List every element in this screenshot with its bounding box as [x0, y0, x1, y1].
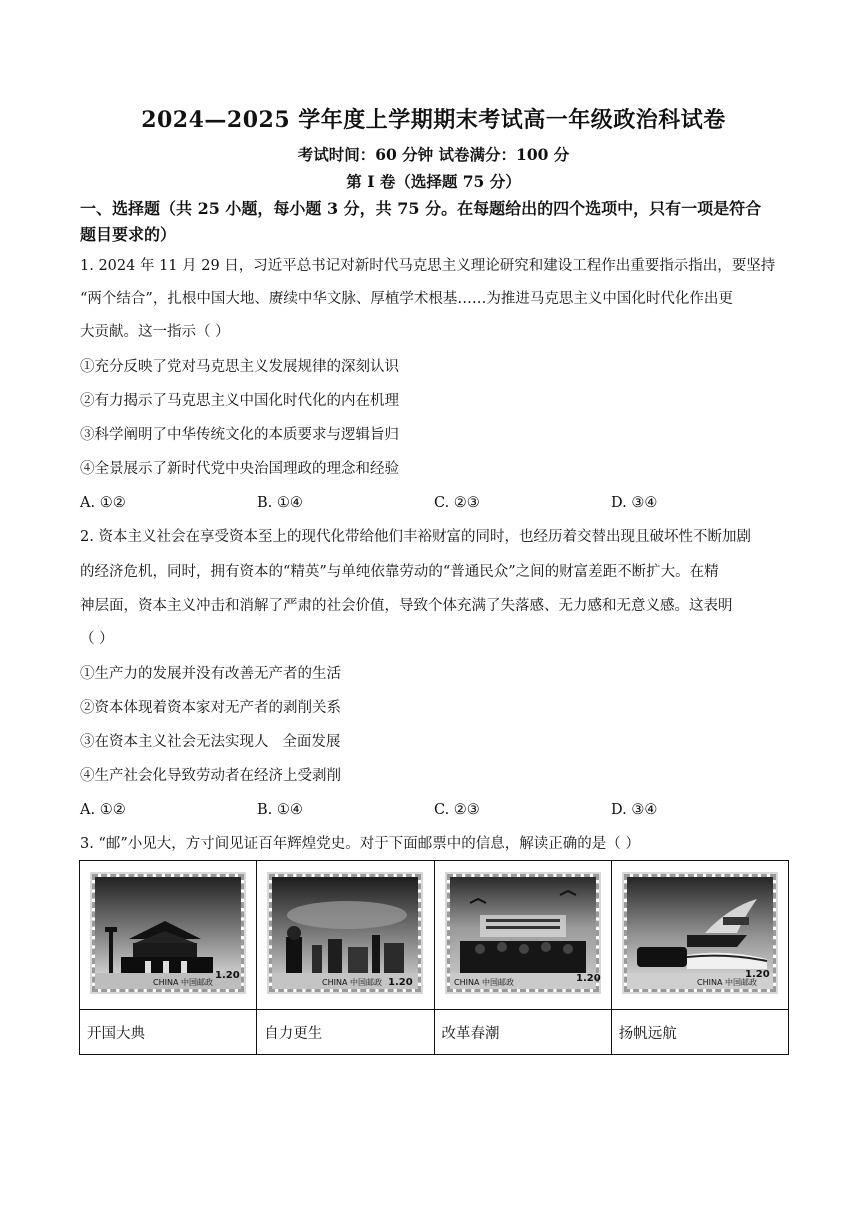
stamp-caption-1: 开国大典: [80, 1010, 257, 1055]
q2-stem-line-4: （ ）: [80, 631, 114, 647]
stamp-cell-1: [80, 861, 257, 1010]
stamp-4-mark: CHINA 中国邮政: [696, 978, 757, 987]
exam-title: 2024—2025 学年度上学期期末考试高一年级政治科试卷: [141, 107, 726, 133]
stamp-2-value: 1.20: [388, 977, 414, 988]
q2-item-4: ④生产社会化导致劳动者在经济上受剥削: [80, 768, 341, 784]
q2-item-3: ③在资本主义社会无法实现人 全面发展: [80, 734, 341, 750]
stamp-caption-4: 扬帆远航: [611, 1010, 788, 1055]
section-heading-line-1: 一、选择题（共 25 小题，每小题 3 分，共 75 分。在每题给出的四个选项中，只有一项是符合: [80, 199, 762, 218]
q3-stem: 3. “邮”小见大，方寸间见证百年辉煌党史。对于下面邮票中的信息，解读正确的是（ ）: [80, 836, 640, 852]
q2-option-d[interactable]: D. ③④: [611, 802, 658, 818]
stamp-caption-3: 改革春潮: [434, 1010, 611, 1055]
q1-option-c[interactable]: C. ②③: [434, 495, 480, 511]
stamp-2-mark: CHINA 中国邮政: [322, 978, 383, 987]
stamp-cell-4: [611, 861, 788, 1010]
part-heading: 第 I 卷（选择题 75 分）: [346, 172, 521, 191]
q1-item-1: ①充分反映了党对马克思主义发展规律的深刻认识: [80, 359, 399, 375]
q2-item-1: ①生产力的发展并没有改善无产者的生活: [80, 666, 341, 682]
stamp-self-reliance: [269, 874, 421, 992]
q2-stem-line-1: 2. 资本主义社会在享受资本至上的现代化带给他们丰裕财富的同时，也经历着交替出现且破坏性不断加剧: [80, 529, 751, 545]
stamp-1-mark: CHINA 中国邮政: [153, 978, 214, 987]
stamp-set-sail: [624, 874, 776, 992]
q1-item-3: ③科学阐明了中华传统文化的本质要求与逻辑旨归: [80, 427, 399, 443]
q2-option-c[interactable]: C. ②③: [434, 802, 480, 818]
q1-stem-line-3: 大贡献。这一指示（ ）: [80, 324, 230, 340]
q2-option-b[interactable]: B. ①④: [257, 802, 303, 818]
stamp-cell-3: [434, 861, 611, 1010]
exam-info: 考试时间：60 分钟 试卷满分：100 分: [297, 145, 570, 164]
stamp-3-value: 1.20: [575, 973, 601, 984]
q1-option-d[interactable]: D. ③④: [611, 495, 658, 511]
q1-item-4: ④全景展示了新时代党中央治国理政的理念和经验: [80, 461, 399, 477]
stamp-table: [79, 860, 789, 1055]
section-heading: [80, 196, 792, 248]
q1-option-b[interactable]: B. ①④: [257, 495, 303, 511]
q1-stem-line-1: 1. 2024 年 11 月 29 日，习近平总书记对新时代马克思主义理论研究和建设工程作出重要指示指出，要坚持: [80, 258, 776, 274]
stamp-4-value: 1.20: [744, 969, 770, 980]
stamp-cell-2: [257, 861, 434, 1010]
q1-option-a[interactable]: A. ①②: [80, 495, 126, 511]
stamp-reform-tide: [447, 874, 599, 992]
q2-stem-line-2: 的经济危机，同时，拥有资本的“精英”与单纯依靠劳动的“普通民众”之间的财富差距不断扩大。在精: [80, 564, 719, 580]
q2-item-2: ②资本体现着资本家对无产者的剥削关系: [80, 700, 341, 716]
q1-stem-line-2: “两个结合”，扎根中国大地、赓续中华文脉、厚植学术根基……为推进马克思主义中国化时代化作出更: [80, 291, 733, 307]
q2-stem-line-3: 神层面，资本主义冲击和消解了严肃的社会价值，导致个体充满了失落感、无力感和无意义感。这表明: [80, 598, 733, 614]
section-heading-line-2: 题目要求的）: [80, 225, 177, 244]
q1-item-2: ②有力揭示了马克思主义中国化时代化的内在机理: [80, 393, 399, 409]
stamp-3-mark: CHINA 中国邮政: [453, 978, 514, 987]
stamp-caption-2: 自力更生: [257, 1010, 434, 1055]
stamp-1-value: 1.20: [215, 970, 240, 981]
q2-option-a[interactable]: A. ①②: [80, 802, 126, 818]
stamp-founding-ceremony: [92, 874, 244, 992]
